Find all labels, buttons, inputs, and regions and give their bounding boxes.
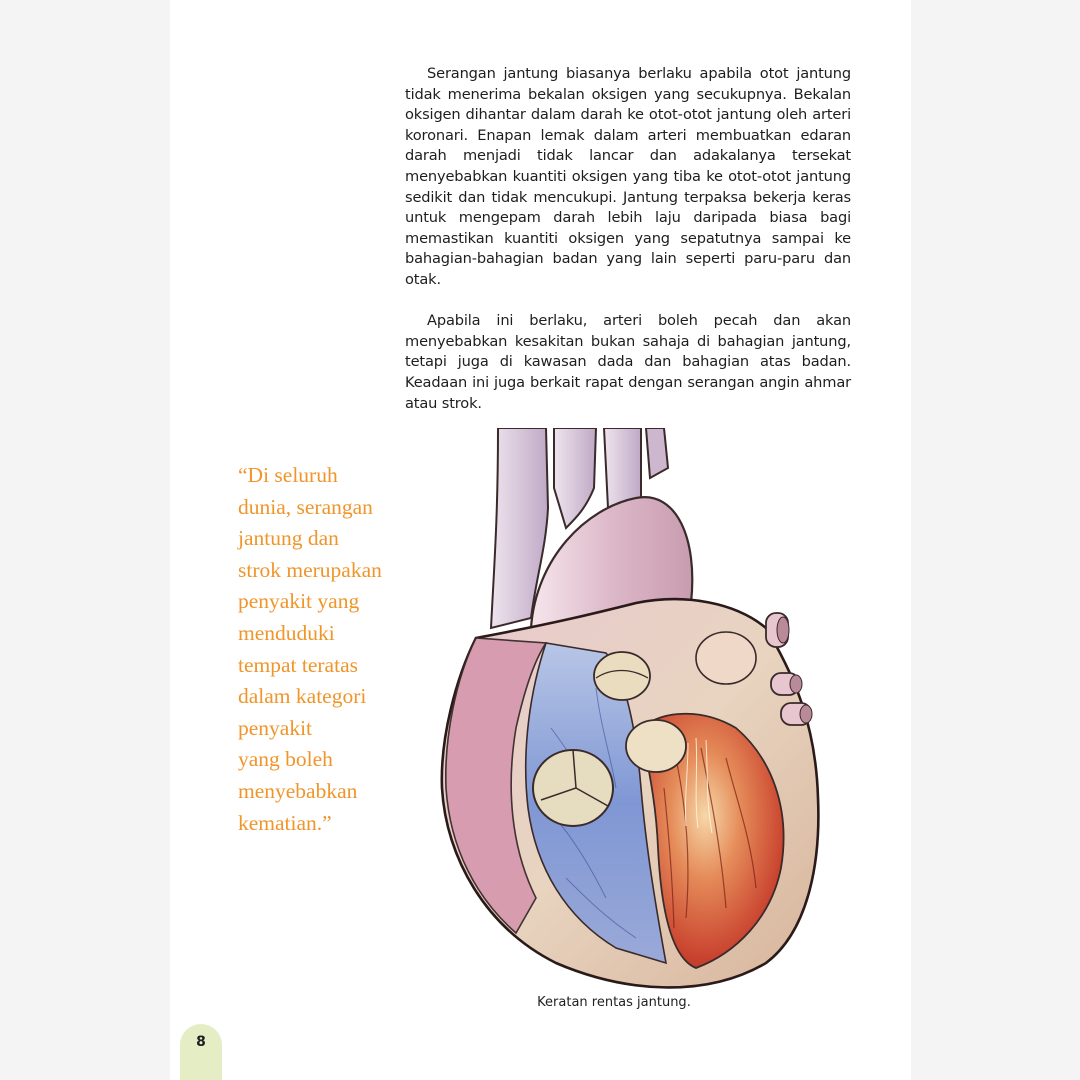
- figure-caption: Keratan rentas jantung.: [537, 995, 691, 1010]
- paragraph-2: Apabila ini berlaku, arteri boleh pecah dan akan menyebabkan kesakitan bukan sahaja di bahagian jantung, tetapi juga di kawasan dada dan bahagian atas badan. Keadaan ini juga berkait rapat dengan serangan angin ahmar atau strok.: [405, 312, 851, 412]
- page-number: 8: [196, 1034, 206, 1050]
- body-text: [405, 64, 851, 435]
- paragraph-1: Serangan jantung biasanya berlaku apabila otot jantung tidak menerima bekalan oksigen yang secukupnya. Bekalan oksigen dihantar dalam darah ke otot-otot jantung oleh arteri koronari. Enapan lemak dalam arteri membuatkan edaran darah menjadi tidak lancar dan adakalanya tersekat menyebabkan kuantiti oksigen yang tiba ke otot-otot jantung sedikit dan tidak mencukupi. Jantung terpaksa bekerja keras untuk mengepam darah lebih laju daripada biasa bagi memastikan kuantiti oksigen yang sepatutnya sampai ke bahagian-bahagian badan yang lain seperti paru-paru dan otak.: [405, 65, 851, 288]
- page-number-tab: [180, 1024, 222, 1080]
- pull-quote: “Di seluruh dunia, serangan jantung dan strok merupakan penyakit yang menduduki tempat teratas dalam kategori penyakit yang boleh menyebabkan kematian.”: [238, 463, 382, 835]
- heart-cross-section-illustration: [436, 428, 822, 998]
